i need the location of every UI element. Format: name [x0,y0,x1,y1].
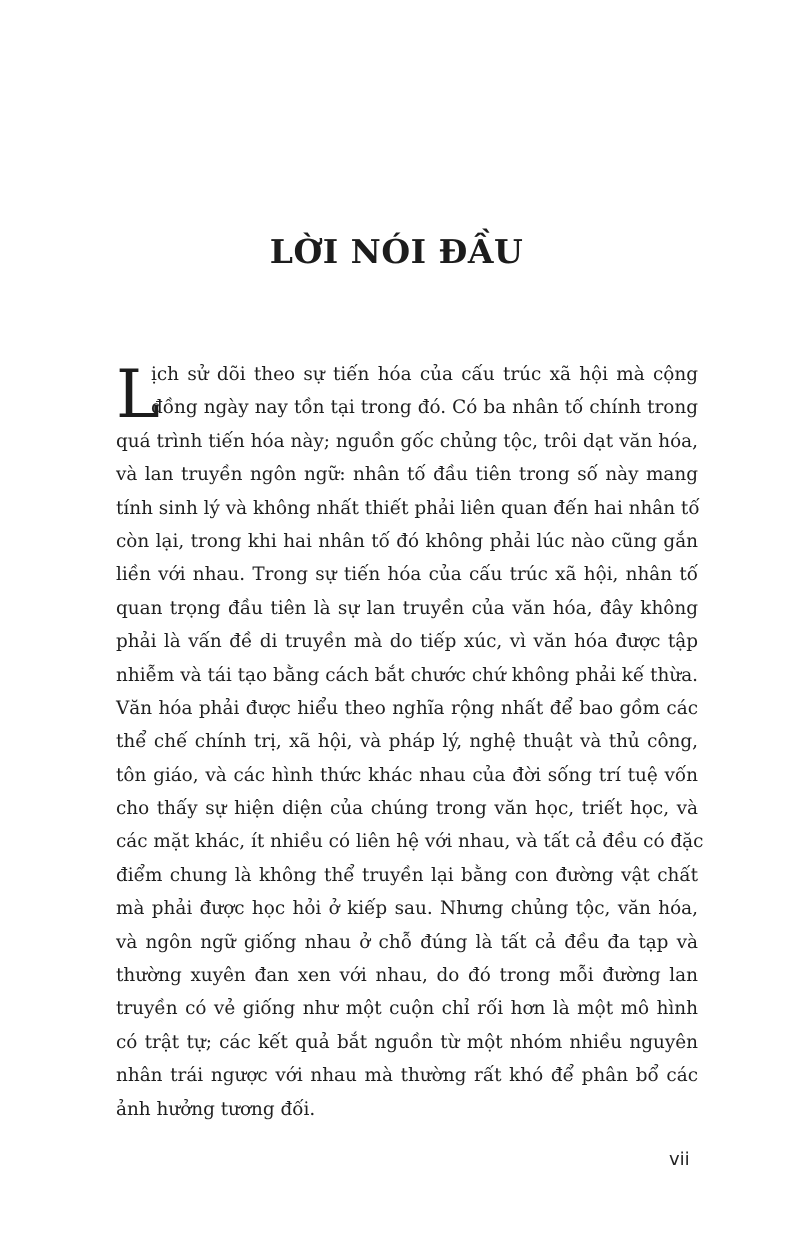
text-line: ảnh hưởng tương đối. [116,1098,316,1120]
page-number: vii [669,1149,690,1170]
text-line: liền với nhau. Trong sự tiến hóa của cấu trúc xã hội, nhân tố [116,564,698,586]
text-line: truyền có vẻ giống như một cuộn chỉ rối hơn là một mô hình [116,998,698,1020]
text-line: tôn giáo, và các hình thức khác nhau của đời sống trí tuệ vốn [116,764,698,786]
text-line: thể chế chính trị, xã hội, và pháp lý, nghệ thuật và thủ công, [116,731,698,753]
drop-cap: L [116,356,160,433]
text-line: điểm chung là không thể truyền lại bằng con đường vật chất [116,864,698,886]
text-line: mà phải được học hỏi ở kiếp sau. Nhưng chủng tộc, văn hóa, [116,898,698,920]
text-line: còn lại, trong khi hai nhân tố đó không phải lúc nào cũng gắn [116,530,698,552]
text-line: và ngôn ngữ giống nhau ở chỗ đúng là tất cả đều đa tạp và [116,931,698,953]
page-title: LỜI NÓI ĐẦU [269,232,524,271]
text-line: cho thấy sự hiện diện của chúng trong văn học, triết học, và [116,798,698,820]
text-line: phải là vấn đề di truyền mà do tiếp xúc, vì văn hóa được tập [116,631,698,653]
text-line: đồng ngày nay tồn tại trong đó. Có ba nhân tố chính trong [151,397,698,419]
text-line: thường xuyên đan xen với nhau, do đó trong mỗi đường lan [116,965,698,987]
text-line: nhân trái ngược với nhau mà thường rất khó để phân bổ các [116,1065,698,1087]
text-line: và lan truyền ngôn ngữ: nhân tố đầu tiên trong số này mang [116,464,698,486]
body-paragraph [116,356,704,1126]
text-line: có trật tự; các kết quả bắt nguồn từ một nhóm nhiều nguyên [116,1031,698,1053]
text-line: nhiễm và tái tạo bằng cách bắt chước chứ không phải kế thừa. [116,664,698,686]
text-line: Văn hóa phải được hiểu theo nghĩa rộng nhất để bao gồm các [116,697,698,719]
text-line: tính sinh lý và không nhất thiết phải liên quan đến hai nhân tố [116,497,700,519]
text-line: quá trình tiến hóa này; nguồn gốc chủng tộc, trôi dạt văn hóa, [116,430,698,452]
text-line: quan trọng đầu tiên là sự lan truyền của văn hóa, đây không [116,597,698,619]
text-line: các mặt khác, ít nhiều có liên hệ với nhau, và tất cả đều có đặc [116,831,704,853]
text-line: ịch sử dõi theo sự tiến hóa của cấu trúc xã hội mà cộng [151,364,698,385]
